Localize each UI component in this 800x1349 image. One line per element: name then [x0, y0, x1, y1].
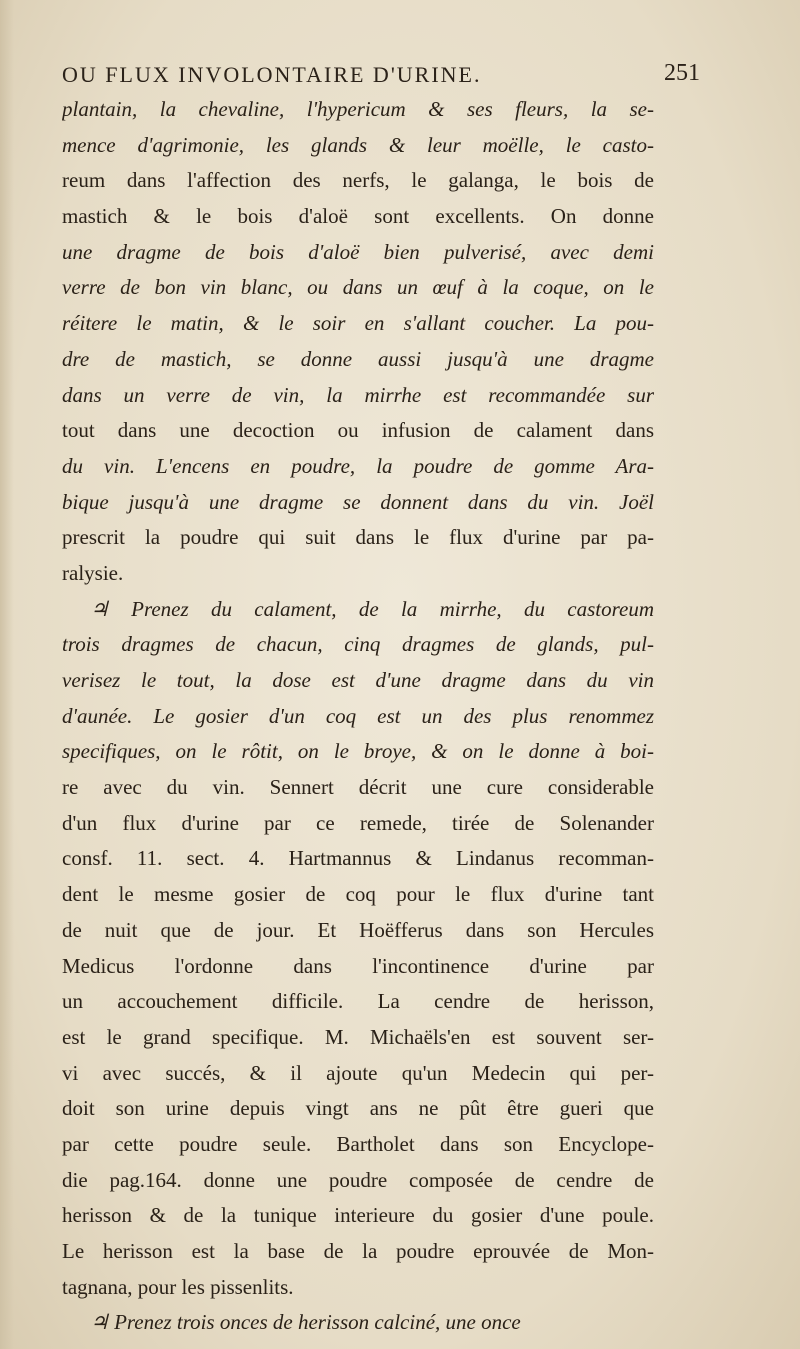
recipe-line: ♃ Prenez trois onces de herisson calciné, une once: [90, 1310, 521, 1335]
text-line: d'aunée. Le gosier d'un coq est un des plus renommez: [62, 703, 654, 728]
text-line: un accouchement difficile. La cendre de herisson,: [62, 989, 654, 1014]
text-line: d'un flux d'urine par ce remede, tirée de Solenander: [62, 810, 654, 835]
text-line: herisson & de la tunique interieure du gosier d'une poule.: [62, 1203, 654, 1228]
text-line: par cette poudre seule. Bartholet dans son Encyclope-: [62, 1131, 654, 1156]
text-line: reum dans l'affection des nerfs, le galanga, le bois de: [62, 168, 654, 193]
text-line: tout dans une decoction ou infusion de calament dans: [62, 418, 654, 443]
text-line: du vin. L'encens en poudre, la poudre de gomme Ara-: [62, 453, 654, 478]
text-line: ralysie.: [62, 560, 124, 585]
text-line: est le grand specifique. M. Michaëls'en est souvent ser-: [62, 1024, 654, 1049]
text-line: tagnana, pour les pissenlits.: [62, 1274, 294, 1299]
text-line: doit son urine depuis vingt ans ne pût être gueri que: [62, 1096, 654, 1121]
text-line: bique jusqu'à une dragme se donnent dans du vin. Joël: [62, 489, 654, 514]
page-gutter-shadow: [0, 0, 14, 1349]
text-line: dre de mastich, se donne aussi jusqu'à une dragme: [62, 346, 654, 371]
body-text: [62, 92, 654, 1341]
text-line: dent le mesme gosier de coq pour le flux d'urine tant: [62, 882, 654, 907]
text-line: vi avec succés, & il ajoute qu'un Medecin qui per-: [62, 1060, 654, 1085]
text-line: verre de bon vin blanc, ou dans un œuf à la coque, on le: [62, 275, 654, 300]
text-line: mastich & le bois d'aloë sont excellents. On donne: [62, 204, 654, 229]
text-line: mence d'agrimonie, les glands & leur moëlle, le casto-: [62, 132, 654, 157]
text-line: Le herisson est la base de la poudre eprouvée de Mon-: [62, 1239, 654, 1263]
text-line: une dragme de bois d'aloë bien pulverisé, avec demi: [62, 239, 654, 264]
recipe-line: ♃ Prenez du calament, de la mirrhe, du castoreum: [90, 596, 654, 621]
text-line: verisez le tout, la dose est d'une dragme dans du vin: [62, 668, 654, 692]
text-line: de nuit que de jour. Et Hoëfferus dans son Hercules: [62, 917, 654, 942]
text-line: plantain, la chevaline, l'hypericum & ses fleurs, la se-: [62, 97, 654, 121]
text-line: réitere le matin, & le soir en s'allant coucher. La pou-: [62, 311, 654, 336]
text-line: consf. 11. sect. 4. Hartmannus & Lindanus recomman-: [62, 846, 654, 871]
text-line: die pag.164. donne une poudre composée de cendre de: [62, 1167, 654, 1192]
running-head: OU FLUX INVOLONTAIRE D'URINE.: [62, 62, 482, 87]
text-line: prescrit la poudre qui suit dans le flux d'urine par pa-: [62, 525, 654, 550]
text-line: specifiques, on le rôtit, on le broye, & on le donne à boi-: [62, 739, 654, 764]
text-line: trois dragmes de chacun, cinq dragmes de glands, pul-: [62, 632, 654, 657]
page-number: 251: [664, 60, 700, 86]
text-line: re avec du vin. Sennert décrit une cure considerable: [62, 775, 654, 800]
text-line: dans un verre de vin, la mirrhe est recommandée sur: [62, 382, 654, 407]
text-line: Medicus l'ordonne dans l'incontinence d'urine par: [62, 953, 654, 978]
